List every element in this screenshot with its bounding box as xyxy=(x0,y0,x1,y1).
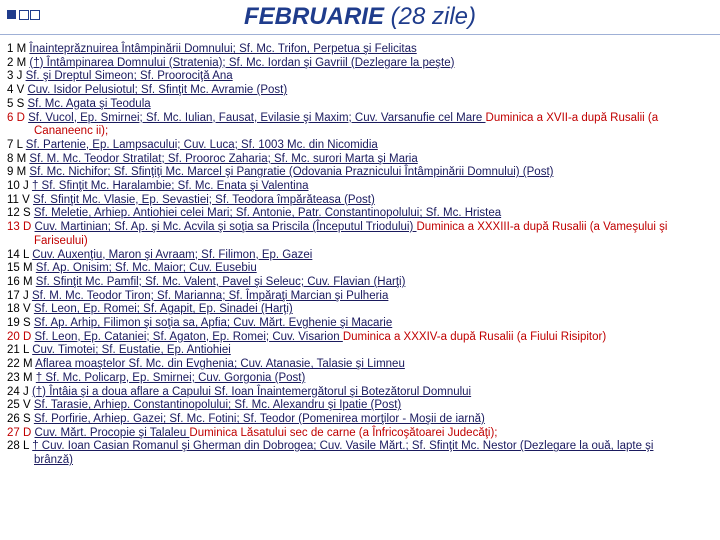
saints-link[interactable]: Sf. Meletie, Arhiep. Antiohiei celei Mari; Sf. Antonie, Patr. Constantinopolului; Sf. Mc. Hristea xyxy=(33,207,502,220)
day-number: 4 xyxy=(7,84,14,97)
saints-link[interactable]: Sf. Tarasie, Arhiep. Constantinopolului; Sf. Mc. Alexandru şi Ipatie (Post) xyxy=(33,399,402,412)
saints-link[interactable]: Cuv. Isidor Pelusiotul; Sf. Sfinţit Mc. Avramie (Post) xyxy=(27,84,288,97)
day-number: 19 xyxy=(7,317,20,330)
weekday-letter: M xyxy=(16,152,27,165)
saints-link[interactable]: Cuv. Timotei; Sf. Eustatie, Ep. Antiohiei xyxy=(32,344,231,357)
saints-link[interactable]: Sf. Ap. Arhip, Filimon şi soţia sa, Apfia; Cuv. Mărt. Evghenie şi Macarie xyxy=(33,317,393,330)
calendar-entry xyxy=(7,166,715,180)
day-number: 12 xyxy=(7,207,20,220)
weekday-letter: S xyxy=(23,317,31,330)
saints-link[interactable]: (†) Întâmpinarea Domnului (Stratenia); Sf. Mc. Iordan şi Gavriil (Dezlegare la peşte) xyxy=(29,56,455,69)
page-title xyxy=(0,2,720,32)
entry-continuation xyxy=(7,454,715,468)
saints-link[interactable]: Sf. Partenie, Ep. Lampsacului; Cuv. Luca; Sf. 1003 Mc. din Nicomidia xyxy=(25,138,378,151)
saints-link[interactable]: Sf. Leon, Ep. Cataniei; Sf. Agaton, Ep. Romei; Cuv. Visarion xyxy=(34,330,343,343)
weekday-letter: L xyxy=(23,344,29,357)
weekday-letter: M xyxy=(23,358,33,371)
calendar-entry xyxy=(7,139,715,153)
day-number: 8 xyxy=(7,152,14,165)
calendar-entry xyxy=(7,331,715,345)
saints-link[interactable]: † Cuv. Ioan Casian Romanul şi Gherman din Dobrogea; Cuv. Vasile Mărt.; Sf. Sfinţit Mc. Nestor (Dezlegare la ouă, lapte şi xyxy=(32,440,654,453)
weekday-letter: J xyxy=(23,180,29,193)
entry-continuation xyxy=(7,125,715,139)
weekday-letter: S xyxy=(16,97,25,110)
calendar-entry xyxy=(7,358,715,372)
calendar-entry xyxy=(7,43,715,57)
saints-link[interactable]: Cuv. Martinian; Sf. Ap. şi Mc. Acvila şi soţia sa Priscila (Începutul Triodului) xyxy=(34,221,417,234)
title-month: FEBRUARIE xyxy=(243,3,384,30)
day-number: 27 xyxy=(7,426,20,439)
saints-link[interactable]: Sf. M. Mc. Teodor Stratilat; Sf. Prooroc Zaharia; Sf. Mc. surori Marta şi Maria xyxy=(29,152,418,165)
weekday-letter: S xyxy=(23,207,31,220)
calendar-entry xyxy=(7,84,715,98)
calendar-entry xyxy=(7,413,715,427)
title-days: (28 zile) xyxy=(383,3,477,30)
day-number: 17 xyxy=(7,289,20,302)
continuation-text: brânză) xyxy=(34,454,73,467)
day-number: 22 xyxy=(7,358,20,371)
calendar-entry xyxy=(7,303,715,317)
calendar-entry xyxy=(7,180,715,194)
continuation-text: Fariseului) xyxy=(34,234,88,247)
calendar-entry xyxy=(7,276,715,290)
weekday-letter: D xyxy=(23,330,32,343)
calendar-entry xyxy=(7,290,715,304)
weekday-letter: J xyxy=(23,289,29,302)
weekday-letter: S xyxy=(23,412,31,425)
calendar-entry xyxy=(7,440,715,454)
saints-link[interactable]: Sf. M. Mc. Teodor Tiron; Sf. Marianna; Sf. Împăraţi Marcian şi Pulheria xyxy=(31,289,389,302)
saints-link[interactable]: Sf. Ap. Onisim; Sf. Mc. Maior; Cuv. Eusebiu xyxy=(35,262,257,275)
calendar-entry xyxy=(7,262,715,276)
day-number: 23 xyxy=(7,371,20,384)
day-number: 5 xyxy=(7,97,14,110)
calendar-entry xyxy=(7,207,715,221)
day-number: 14 xyxy=(7,248,20,261)
day-number: 2 xyxy=(7,56,14,69)
sunday-note: Duminica a XVII-a după Rusalii (a xyxy=(485,111,659,124)
calendar-list xyxy=(7,43,715,468)
day-number: 1 xyxy=(7,43,14,55)
saints-link[interactable]: Înainteprăznuirea Întâmpinării Domnului; Sf. Mc. Trifon, Perpetua şi Felicitas xyxy=(29,43,417,55)
day-number: 13 xyxy=(7,221,20,234)
sunday-note: Duminica Lăsatului sec de carne (a Înfricoşătoarei Judecăţi); xyxy=(189,426,498,439)
calendar-entry xyxy=(7,372,715,386)
saints-link[interactable]: (†) Întâia şi a doua aflare a Capului Sf. Ioan Înaintemergătorul şi Botezătorul Domnului xyxy=(31,385,472,398)
saints-link[interactable]: Sf. Sfinţit Mc. Vlasie, Ep. Sevastiei; Sf. Teodora împărăteasa (Post) xyxy=(33,193,375,206)
day-number: 6 xyxy=(7,111,14,124)
weekday-letter: M xyxy=(16,56,27,69)
saints-link[interactable]: Sf. şi Dreptul Simeon; Sf. Proorociţă Ana xyxy=(25,70,233,83)
calendar-entry xyxy=(7,57,715,71)
continuation-text: Cananeenc ii); xyxy=(34,125,109,138)
day-number: 16 xyxy=(7,275,20,288)
day-number: 18 xyxy=(7,303,20,316)
weekday-letter: M xyxy=(23,262,33,275)
weekday-letter: J xyxy=(23,385,29,398)
saints-link[interactable]: Cuv. Auxenţiu, Maron şi Avraam; Sf. Filimon, Ep. Gazei xyxy=(32,248,313,261)
saints-link[interactable]: Sf. Leon, Ep. Romei; Sf. Agapit, Ep. Sinadei (Harţi) xyxy=(33,303,293,316)
weekday-letter: L xyxy=(16,138,23,151)
weekday-letter: D xyxy=(23,221,32,234)
calendar-entry xyxy=(7,70,715,84)
calendar-entry xyxy=(7,98,715,112)
weekday-letter: V xyxy=(22,193,30,206)
day-number: 15 xyxy=(7,262,20,275)
weekday-letter: J xyxy=(16,70,23,83)
calendar-entry xyxy=(7,344,715,358)
weekday-letter: M xyxy=(16,43,27,55)
day-number: 28 xyxy=(7,440,20,453)
day-number: 25 xyxy=(7,399,20,412)
weekday-letter: M xyxy=(23,371,33,384)
title-divider xyxy=(0,34,720,35)
weekday-letter: L xyxy=(23,248,29,261)
day-number: 11 xyxy=(7,193,19,206)
day-number: 3 xyxy=(7,70,14,83)
day-number: 10 xyxy=(7,180,20,193)
day-number: 7 xyxy=(7,138,14,151)
saints-link[interactable]: Sf. Vucol, Ep. Smirnei; Sf. Mc. Iulian, Fausat, Evilasie şi Maxim; Cuv. Varsanufie cel Mare xyxy=(28,111,486,124)
saints-link[interactable]: Sf. Sfinţit Mc. Pamfil; Sf. Mc. Valent, Pavel şi Seleuc; Cuv. Flavian (Harţi) xyxy=(35,275,406,288)
weekday-letter: M xyxy=(16,166,27,179)
saints-link[interactable]: † Sf. Mc. Policarp, Ep. Smirnei; Cuv. Gorgonia (Post) xyxy=(35,371,306,384)
calendar-entry xyxy=(7,194,715,208)
day-number: 21 xyxy=(7,344,20,357)
weekday-letter: V xyxy=(16,84,25,97)
calendar-entry xyxy=(7,153,715,167)
entry-continuation xyxy=(7,235,715,249)
weekday-letter: D xyxy=(23,426,32,439)
weekday-letter: V xyxy=(23,303,31,316)
calendar-entry xyxy=(7,317,715,331)
saints-link[interactable]: Sf. Mc. Agata şi Teodula xyxy=(27,97,151,110)
sunday-note: Duminica a XXXIV-a după Rusalii (a Fiului Risipitor) xyxy=(342,330,607,343)
day-number: 20 xyxy=(7,330,20,343)
saints-link[interactable]: Aflarea moaştelor Sf. Mc. din Evghenia; Cuv. Atanasie, Talasie şi Limneu xyxy=(35,358,405,371)
calendar-entry xyxy=(7,112,715,126)
day-number: 26 xyxy=(7,412,20,425)
calendar-entry xyxy=(7,249,715,263)
saints-link[interactable]: Sf. Mc. Nichifor; Sf. Sfinţiţi Mc. Marcel şi Pangratie (Odovania Praznicului Întâmpinării Domnului) (Post) xyxy=(29,166,554,179)
weekday-letter: M xyxy=(23,275,33,288)
calendar-entry xyxy=(7,221,715,235)
day-number: 9 xyxy=(7,166,14,179)
calendar-entry xyxy=(7,386,715,400)
weekday-letter: V xyxy=(23,399,31,412)
weekday-letter: D xyxy=(16,111,25,124)
sunday-note: Duminica a XXXIII-a după Rusalii (a Vameşului şi xyxy=(416,221,668,234)
calendar-entry xyxy=(7,399,715,413)
calendar-entry xyxy=(7,427,715,441)
day-number: 24 xyxy=(7,385,20,398)
saints-link[interactable]: † Sf. Sfinţit Mc. Haralambie; Sf. Mc. Enata şi Valentina xyxy=(31,180,309,193)
saints-link[interactable]: Sf. Porfirie, Arhiep. Gazei; Sf. Mc. Fotini; Sf. Teodor (Pomenirea morţilor - Moşii de iarnă) xyxy=(33,412,485,425)
saints-link[interactable]: Cuv. Mărt. Procopie şi Talaleu xyxy=(34,426,190,439)
weekday-letter: L xyxy=(23,440,29,453)
